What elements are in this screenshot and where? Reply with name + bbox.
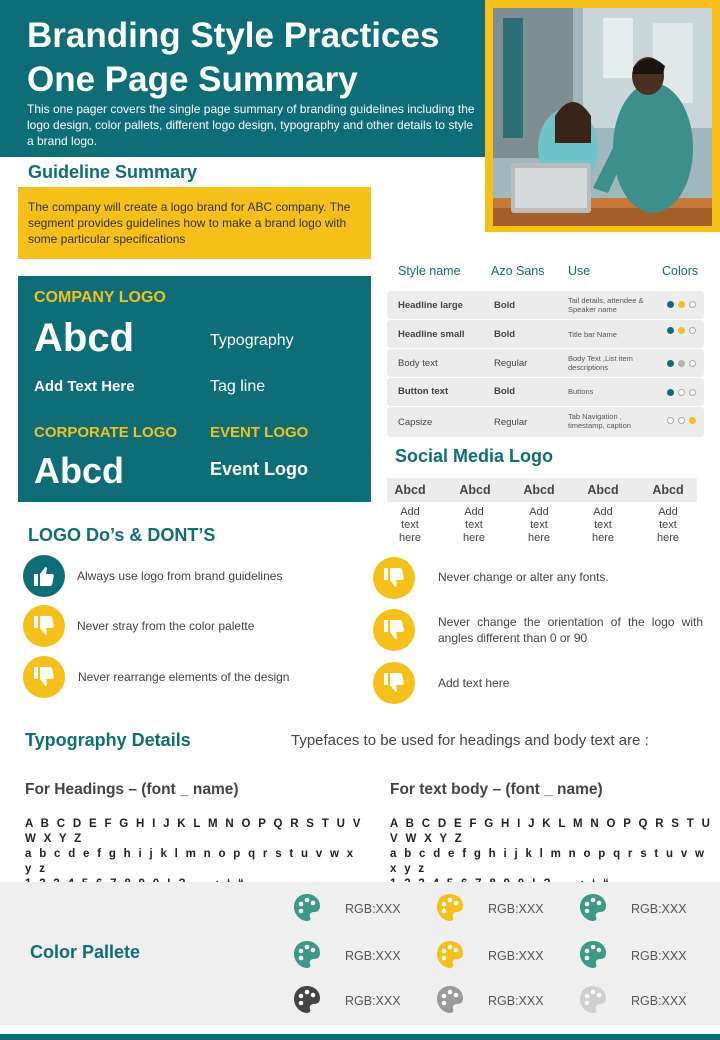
thumbs-up-icon bbox=[23, 555, 65, 597]
title-line-1: Branding Style Practices bbox=[27, 16, 440, 55]
color-dot bbox=[678, 360, 685, 367]
palette-icon bbox=[579, 893, 607, 928]
body-font-label: For text body – (font _ name) bbox=[390, 781, 603, 798]
palette-icon bbox=[579, 985, 607, 1020]
social-text-line: text bbox=[401, 519, 419, 531]
thumbs-down-icon bbox=[23, 656, 65, 698]
social-text-line: text bbox=[530, 519, 548, 531]
style-row-name: Body text bbox=[398, 358, 438, 369]
palette-icon bbox=[293, 940, 321, 975]
color-dot bbox=[678, 389, 685, 396]
color-dot bbox=[667, 389, 674, 396]
body-font-sample bbox=[390, 817, 715, 892]
style-row-use: Body Text ,List item descriptions bbox=[568, 354, 633, 372]
color-dot bbox=[678, 301, 685, 308]
color-dot bbox=[678, 417, 685, 424]
social-logo-head: Abcd bbox=[459, 483, 491, 497]
palette-icon bbox=[293, 893, 321, 928]
thumbs-down-icon bbox=[23, 605, 65, 647]
page-title bbox=[27, 14, 477, 102]
social-logo-text bbox=[443, 506, 505, 545]
color-dot bbox=[689, 301, 696, 308]
corporate-logo-label: CORPORATE LOGO bbox=[34, 424, 178, 441]
style-row-use: Tab Navigation , timestamp, caption bbox=[568, 412, 631, 430]
color-dot bbox=[689, 360, 696, 367]
style-row-colors bbox=[667, 417, 696, 424]
add-text-label: Add Text Here bbox=[34, 378, 135, 395]
style-row-weight: Bold bbox=[494, 386, 516, 397]
event-logo-sample: Event Logo bbox=[210, 459, 308, 479]
typography-subtitle: Typefaces to be used for headings and body text are : bbox=[291, 732, 649, 749]
style-row bbox=[387, 378, 704, 406]
social-media-heading: Social Media Logo bbox=[395, 446, 554, 466]
palette-rgb-label: RGB:XXX bbox=[488, 949, 544, 963]
do-dont-text: Never rearrange elements of the design bbox=[78, 670, 290, 684]
social-text-line: here bbox=[527, 532, 551, 544]
social-text-line: here bbox=[398, 532, 422, 544]
social-text-line: here bbox=[656, 532, 680, 544]
style-row-use: Title bar Name bbox=[568, 330, 617, 339]
palette-rgb-label: RGB:XXX bbox=[345, 902, 401, 916]
typography-label: Typography bbox=[210, 332, 294, 349]
title-line-2: One Page Summary bbox=[27, 60, 358, 99]
social-text-line: text bbox=[659, 519, 677, 531]
style-row-colors bbox=[667, 360, 696, 367]
headings-font-sample bbox=[25, 817, 365, 892]
palette-rgb-label: RGB:XXX bbox=[631, 902, 687, 916]
thumbs-down-icon bbox=[373, 557, 415, 599]
office-photo bbox=[493, 8, 712, 226]
intro-text: This one pager covers the single page summary of branding guidelines including the logo design, color pallets, different logo design, typography and other details to style a brand logo. bbox=[27, 102, 475, 148]
social-logo-head: Abcd bbox=[587, 483, 619, 497]
event-logo-label: EVENT LOGO bbox=[210, 424, 309, 441]
do-dont-text: Never change or alter any fonts. bbox=[438, 570, 609, 584]
social-text-line: Add bbox=[529, 506, 549, 518]
style-row-weight: Bold bbox=[494, 300, 516, 311]
palette-icon bbox=[436, 893, 464, 928]
style-row bbox=[387, 407, 704, 437]
lowercase-sample: a b c d e f g h i j k l m n o p q r s t u v w x y z bbox=[390, 848, 707, 875]
palette-rgb-label: RGB:XXX bbox=[345, 994, 401, 1008]
palette-rgb-label: RGB:XXX bbox=[488, 902, 544, 916]
style-row-use: Tail details, attendee & Speaker name bbox=[568, 296, 644, 314]
palette-rgb-label: RGB:XXX bbox=[631, 949, 687, 963]
colors-header: Colors bbox=[662, 264, 699, 278]
social-logo-text bbox=[508, 506, 570, 545]
palette-icon bbox=[579, 940, 607, 975]
use-header: Use bbox=[568, 264, 591, 278]
style-row-colors bbox=[667, 327, 696, 334]
palette-rgb-label: RGB:XXX bbox=[345, 949, 401, 963]
thumbs-down-icon bbox=[373, 662, 415, 704]
do-dont-text: Never stray from the color palette bbox=[77, 619, 255, 633]
social-media-header-row bbox=[387, 478, 697, 502]
guideline-summary-heading: Guideline Summary bbox=[28, 162, 198, 182]
style-row-name: Capsize bbox=[398, 417, 433, 428]
palette-icon bbox=[293, 985, 321, 1020]
style-row-name: Headline small bbox=[398, 329, 465, 340]
color-dot bbox=[689, 417, 696, 424]
color-palette-heading: Color Pallete bbox=[30, 942, 141, 962]
palette-rgb-label: RGB:XXX bbox=[488, 994, 544, 1008]
color-dot bbox=[667, 417, 674, 424]
social-text-line: text bbox=[594, 519, 612, 531]
social-logo-text bbox=[572, 506, 634, 545]
typography-heading: Typography Details bbox=[25, 730, 191, 750]
company-logo-label: COMPANY LOGO bbox=[34, 289, 166, 306]
lowercase-sample: a b c d e f g h i j k l m n o p q r s t u v w x y z bbox=[25, 848, 356, 875]
style-row-weight: Regular bbox=[494, 417, 528, 428]
do-dont-text: Never change the orientation of the logo with angles different than 0 or 90 bbox=[438, 615, 703, 645]
palette-icon bbox=[436, 985, 464, 1020]
social-logo-text bbox=[379, 506, 441, 545]
social-logo-head: Abcd bbox=[394, 483, 426, 497]
social-logo-head: Abcd bbox=[652, 483, 684, 497]
dos-donts-heading: LOGO Do’s & DONT’S bbox=[28, 525, 216, 545]
style-row bbox=[387, 349, 704, 377]
color-dot bbox=[689, 327, 696, 334]
thumbs-down-icon bbox=[373, 609, 415, 651]
color-dot bbox=[667, 360, 674, 367]
style-row-name: Button text bbox=[398, 386, 449, 397]
social-text-line: here bbox=[462, 532, 486, 544]
social-text-line: text bbox=[465, 519, 483, 531]
social-logo-head: Abcd bbox=[523, 483, 555, 497]
font-header: Azo Sans bbox=[491, 264, 545, 278]
style-row bbox=[387, 320, 704, 348]
style-row-weight: Regular bbox=[494, 358, 528, 369]
style-row bbox=[387, 291, 704, 319]
corporate-logo-sample: Abcd bbox=[34, 450, 124, 491]
color-dot bbox=[667, 301, 674, 308]
palette-rgb-label: RGB:XXX bbox=[631, 994, 687, 1008]
headings-font-label: For Headings – (font _ name) bbox=[25, 781, 239, 798]
social-text-line: Add bbox=[593, 506, 613, 518]
do-dont-text: Add text here bbox=[438, 676, 510, 690]
tag-line-label: Tag line bbox=[210, 378, 266, 395]
social-logo-text bbox=[637, 506, 699, 545]
uppercase-sample: A B C D E F G H I J K L M N O P Q R S T U V W X Y Z bbox=[25, 818, 363, 845]
style-row-weight: Bold bbox=[494, 329, 516, 340]
color-dot bbox=[667, 327, 674, 334]
footer-bar bbox=[0, 1034, 720, 1040]
color-dot bbox=[689, 389, 696, 396]
social-text-line: Add bbox=[400, 506, 420, 518]
style-row-name: Headline large bbox=[398, 300, 463, 311]
palette-icon bbox=[436, 940, 464, 975]
do-dont-text: Always use logo from brand guidelines bbox=[77, 569, 283, 583]
social-text-line: here bbox=[591, 532, 615, 544]
company-logo-sample: Abcd bbox=[34, 316, 134, 360]
style-row-colors bbox=[667, 301, 696, 308]
style-name-header: Style name bbox=[398, 264, 461, 278]
uppercase-sample: A B C D E F G H I J K L M N O P Q R S T U V W X Y Z bbox=[390, 818, 713, 845]
style-row-use: Buttons bbox=[568, 387, 594, 396]
color-dot bbox=[678, 327, 685, 334]
guideline-summary-box: The company will create a logo brand for ABC company. The segment provides guidelines how to make a brand logo with some particular specifications bbox=[18, 187, 371, 259]
style-row-colors bbox=[667, 389, 696, 396]
social-text-line: Add bbox=[464, 506, 484, 518]
social-text-line: Add bbox=[658, 506, 678, 518]
